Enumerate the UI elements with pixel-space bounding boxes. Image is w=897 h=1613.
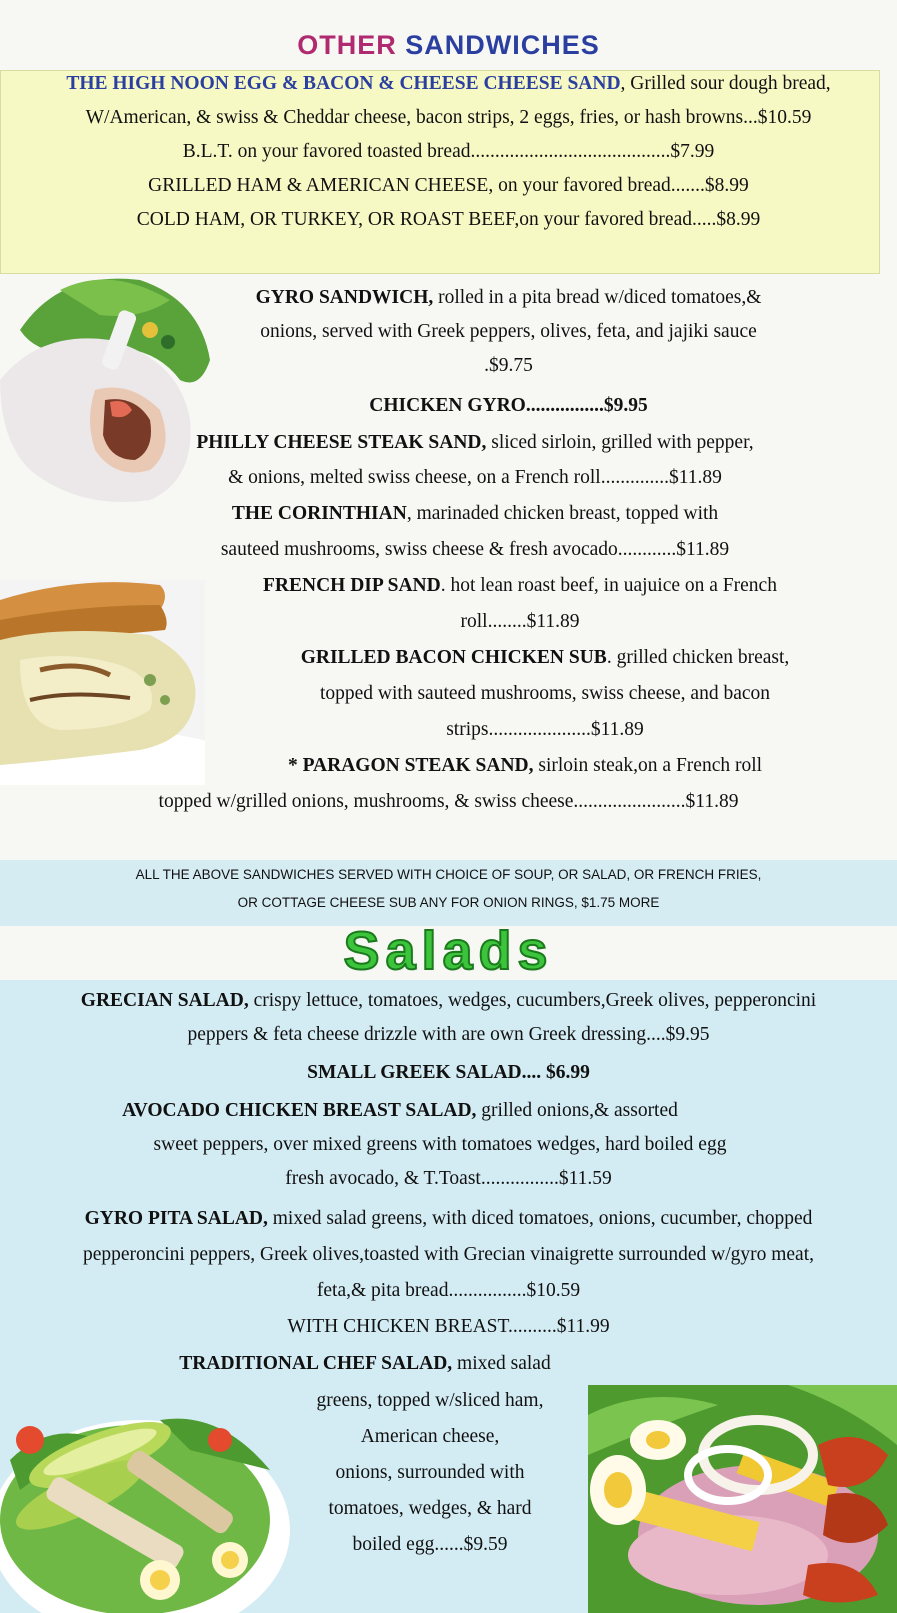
menu-line: sauteed mushrooms, swiss cheese & fresh avocado............$11.89 — [220, 539, 730, 560]
menu-line: COLD HAM, OR TURKEY, OR ROAST BEEF,on your favored bread.....$8.99 — [136, 209, 761, 230]
menu-line: pepperoncini peppers, Greek olives,toasted with Grecian vinaigrette surrounded w/gyro meat, — [82, 1244, 814, 1265]
menu-line: fresh avocado, & T.Toast................$11.59 — [285, 1168, 612, 1189]
menu-line: .$9.75 — [484, 355, 533, 376]
menu-line: tomatoes, wedges, & hard — [328, 1498, 532, 1519]
menu-line: B.L.T. on your favored toasted bread.........................................$7.99 — [182, 141, 715, 162]
menu-line: onions, surrounded with — [335, 1462, 525, 1483]
menu-line: American cheese, — [360, 1426, 500, 1447]
menu-line: THE HIGH NOON EGG & BACON & CHEESE CHEESE SAND, Grilled sour dough bread, — [66, 73, 831, 94]
menu-item-corinthian: THE CORINTHIAN, marinaded chicken breast, topped with — [231, 503, 719, 524]
menu-item-chicken-gyro: CHICKEN GYRO................$9.95 — [369, 395, 648, 416]
menu-item-traditional-chef-salad: TRADITIONAL CHEF SALAD, mixed salad — [179, 1353, 551, 1374]
menu-line: GRILLED HAM & AMERICAN CHEESE, on your favored bread.......$8.99 — [148, 175, 749, 196]
sandwich-sides-note: ALL THE ABOVE SANDWICHES SERVED WITH CHOICE OF SOUP, OR SALAD, OR FRENCH FRIES, — [135, 867, 762, 882]
section-title-salads: Salads — [343, 921, 554, 981]
menu-item-french-dip: FRENCH DIP SAND. hot lean roast beef, in uajuice on a French — [263, 575, 777, 596]
menu-item-gyro-pita-salad: GYRO PITA SALAD, mixed salad greens, with diced tomatoes, onions, cucumber, chopped — [84, 1208, 813, 1229]
menu-item-paragon-steak: * PARAGON STEAK SAND, sirloin steak,on a French roll — [287, 755, 763, 776]
avocado-chicken-salad-photo — [0, 1380, 290, 1613]
section-title-other-sandwiches: OTHER SANDWICHES — [297, 30, 600, 60]
menu-line: topped w/grilled onions, mushrooms, & swiss cheese.......................$11.89 — [158, 791, 739, 812]
menu-item-grecian-salad: GRECIAN SALAD, crispy lettuce, tomatoes, wedges, cucumbers,Greek olives, pepperoncini — [80, 990, 817, 1011]
menu-item-avocado-chicken-salad: AVOCADO CHICKEN BREAST SALAD, grilled onions,& assorted — [122, 1100, 678, 1121]
menu-line: sweet peppers, over mixed greens with tomatoes wedges, hard boiled egg — [153, 1134, 727, 1155]
menu-item-philly-cheese-steak: PHILLY CHEESE STEAK SAND, sliced sirloin, grilled with pepper, — [196, 432, 754, 453]
menu-line: greens, topped w/sliced ham, — [316, 1390, 544, 1411]
menu-line: W/American, & swiss & Cheddar cheese, bacon strips, 2 eggs, fries, or hash browns...$10.59 — [85, 107, 812, 128]
menu-item-small-greek-salad: SMALL GREEK SALAD.... $6.99 — [307, 1062, 590, 1083]
chef-salad-photo — [588, 1385, 897, 1613]
menu-line: boiled egg......$9.59 — [352, 1534, 508, 1555]
menu-line: topped with sauteed mushrooms, swiss cheese, and bacon — [319, 683, 771, 704]
sandwich-highlight-box — [0, 70, 880, 274]
menu-line: WITH CHICKEN BREAST..........$11.99 — [287, 1316, 610, 1337]
steak-sub-photo — [0, 580, 205, 785]
menu-item-gyro-sandwich: GYRO SANDWICH, rolled in a pita bread w/diced tomatoes,& — [255, 287, 762, 308]
sandwich-sides-note: OR COTTAGE CHEESE SUB ANY FOR ONION RINGS, $1.75 MORE — [237, 895, 660, 910]
menu-line: onions, served with Greek peppers, olives, feta, and jajiki sauce — [260, 321, 757, 342]
menu-item-grilled-bacon-chicken-sub: GRILLED BACON CHICKEN SUB. grilled chicken breast, — [300, 647, 790, 668]
menu-line: peppers & feta cheese drizzle with are own Greek dressing....$9.95 — [187, 1024, 710, 1045]
menu-line: roll........$11.89 — [460, 611, 580, 632]
menu-line: & onions, melted swiss cheese, on a French roll..............$11.89 — [228, 467, 722, 488]
menu-line: strips.....................$11.89 — [446, 719, 644, 740]
menu-line: feta,& pita bread................$10.59 — [316, 1280, 581, 1301]
